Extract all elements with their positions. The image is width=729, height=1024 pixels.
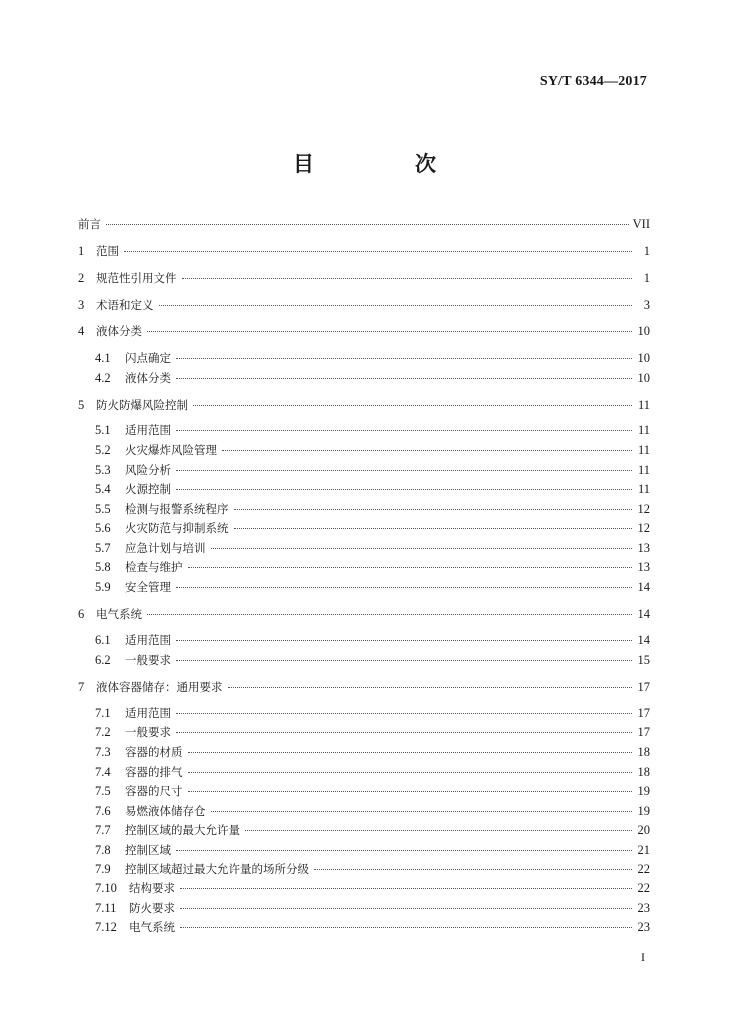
toc-entry-title: 风险分析 (125, 463, 171, 477)
toc-entry-title: 一般要求 (125, 653, 171, 667)
toc-entry-page: 10 (637, 351, 650, 365)
toc-entry-title: 结构要求 (129, 881, 175, 895)
dot-leader (188, 791, 633, 792)
toc-entry[interactable] (95, 519, 650, 537)
toc-entry-page: 11 (637, 443, 650, 457)
toc-entry-title: 前言 (78, 217, 101, 231)
toc-entry-title: 液体容器储存：通用要求 (96, 680, 223, 694)
toc-entry-number: 2 (78, 271, 85, 285)
toc-entry-number: 7.7 (95, 823, 111, 837)
dot-leader (176, 470, 632, 471)
toc-entry-page: 1 (643, 244, 650, 258)
toc-entry[interactable] (78, 678, 650, 696)
toc-entry-number: 3 (78, 298, 85, 312)
toc-entry-number: 7.3 (95, 745, 111, 759)
toc-entry[interactable] (95, 782, 650, 800)
toc-entry[interactable] (95, 480, 650, 498)
toc-entry[interactable] (95, 841, 650, 859)
toc-entry[interactable] (78, 322, 650, 340)
toc-entry[interactable] (95, 441, 650, 459)
toc-entry-page: 23 (637, 901, 650, 915)
toc-entry-title: 电气系统 (129, 920, 175, 934)
toc-entry-number: 6.1 (95, 633, 111, 647)
toc-entry[interactable] (78, 215, 650, 233)
toc-entry-number: 7 (78, 680, 85, 694)
toc-entry-page: 17 (637, 725, 650, 739)
toc-entry-page: 10 (637, 324, 650, 338)
page-number: I (641, 950, 645, 964)
toc-entry-page: 22 (637, 862, 650, 876)
toc-entry-page: 17 (637, 706, 650, 720)
dot-leader (182, 278, 633, 279)
toc-entry[interactable] (95, 763, 650, 781)
toc-entry[interactable] (95, 651, 650, 669)
toc-entry-title: 控制区域超过最大允许量的场所分级 (125, 862, 309, 876)
dot-leader (106, 224, 629, 225)
toc-entry-page: 12 (637, 502, 650, 516)
toc-entry-title: 火灾防范与抑制系统 (125, 521, 229, 535)
toc-entry-title: 防火要求 (129, 901, 175, 915)
toc-entry-page: VII (632, 217, 650, 231)
toc-entry-number: 5 (78, 398, 85, 412)
toc-entry-number: 4.1 (95, 351, 111, 365)
toc-entry[interactable] (78, 242, 650, 260)
toc-entry[interactable] (95, 918, 650, 936)
toc-entry-page: 20 (637, 823, 650, 837)
dot-leader (245, 830, 632, 831)
toc-entry-page: 17 (637, 680, 650, 694)
toc-entry-number: 7.12 (95, 920, 117, 934)
toc-entry-number: 5.5 (95, 502, 111, 516)
toc-entry[interactable] (95, 461, 650, 479)
toc-entry-title: 火灾爆炸风险管理 (125, 443, 217, 457)
dot-leader (176, 587, 632, 588)
toc-entry-title: 规范性引用文件 (96, 271, 177, 285)
page-title: 目 次 (293, 152, 476, 176)
dot-leader (222, 450, 632, 451)
dot-leader (234, 509, 633, 510)
dot-leader (188, 752, 633, 753)
toc-entry-number: 5.4 (95, 482, 111, 496)
toc-entry-page: 21 (637, 843, 650, 857)
dot-leader (180, 888, 632, 889)
toc-entry-page: 18 (637, 765, 650, 779)
toc-entry-page: 13 (637, 541, 650, 555)
dot-leader (176, 489, 632, 490)
dot-leader (180, 927, 632, 928)
dot-leader (228, 687, 633, 688)
toc-entry-title: 防火防爆风险控制 (96, 398, 188, 412)
dot-leader (314, 869, 632, 870)
toc-entry-title: 检测与报警系统程序 (125, 502, 229, 516)
dot-leader (147, 614, 632, 615)
toc-entry[interactable] (95, 879, 650, 897)
toc-entry-title: 容器的尺寸 (125, 784, 183, 798)
dot-leader (176, 660, 632, 661)
toc-entry-number: 5.7 (95, 541, 111, 555)
dot-leader (124, 251, 632, 252)
toc-entry-page: 18 (637, 745, 650, 759)
standard-code: SY/T 6344—2017 (539, 74, 647, 89)
toc-entry-title: 液体分类 (96, 324, 142, 338)
toc-entry-number: 7.6 (95, 804, 111, 818)
toc-entry-number: 5.8 (95, 560, 111, 574)
toc-entry[interactable] (95, 899, 650, 917)
toc-entry-title: 安全管理 (125, 580, 171, 594)
dot-leader (159, 305, 633, 306)
toc-entry[interactable] (95, 558, 650, 576)
dot-leader (147, 331, 632, 332)
toc-entry[interactable] (95, 349, 650, 367)
toc-entry-page: 23 (637, 920, 650, 934)
dot-leader (188, 772, 633, 773)
toc-entry-number: 1 (78, 244, 85, 258)
dot-leader (176, 732, 632, 733)
toc-entry-number: 5.6 (95, 521, 111, 535)
toc-entry[interactable] (78, 296, 650, 314)
dot-leader (176, 378, 632, 379)
toc-entry-page: 15 (637, 653, 650, 667)
toc-entry-page: 19 (637, 784, 650, 798)
toc-entry[interactable] (95, 802, 650, 820)
toc-entry[interactable] (95, 743, 650, 761)
toc-entry-title: 容器的排气 (125, 765, 183, 779)
dot-leader (211, 548, 633, 549)
toc-entry-title: 应急计划与培训 (125, 541, 206, 555)
dot-leader (188, 567, 633, 568)
toc-entry-number: 4 (78, 324, 85, 338)
dot-leader (176, 358, 632, 359)
toc-entry-title: 控制区域的最大允许量 (125, 823, 240, 837)
toc-entry-number: 7.2 (95, 725, 111, 739)
toc-entry[interactable] (95, 500, 650, 518)
toc-entry-page: 13 (637, 560, 650, 574)
toc-entry[interactable] (95, 631, 650, 649)
toc-entry[interactable] (95, 723, 650, 741)
dot-leader (176, 640, 632, 641)
toc-entry-number: 7.9 (95, 862, 111, 876)
toc-entry-page: 22 (637, 881, 650, 895)
dot-leader (176, 430, 632, 431)
toc-entry[interactable] (95, 539, 650, 557)
toc-entry-page: 11 (637, 463, 650, 477)
toc-entry[interactable] (95, 369, 650, 387)
toc-entry-title: 适用范围 (125, 706, 171, 720)
toc-entry[interactable] (95, 821, 650, 839)
toc-entry-number: 7.4 (95, 765, 111, 779)
toc-entry[interactable] (78, 269, 650, 287)
toc-entry-page: 11 (637, 398, 650, 412)
toc-entry-title: 易燃液体储存仓 (125, 804, 206, 818)
toc-entry-page: 11 (637, 482, 650, 496)
toc-entry-title: 火源控制 (125, 482, 171, 496)
toc-entry-title: 范围 (96, 244, 119, 258)
toc-entry-number: 6 (78, 607, 85, 621)
toc-entry-title: 控制区域 (125, 843, 171, 857)
dot-leader (176, 713, 632, 714)
toc-entry[interactable] (78, 396, 650, 414)
toc-entry-page: 14 (637, 580, 650, 594)
toc-entry-title: 闪点确定 (125, 351, 171, 365)
dot-leader (211, 811, 633, 812)
toc-entry-number: 7.10 (95, 881, 117, 895)
toc-entry[interactable] (95, 578, 650, 596)
toc-entry-title: 液体分类 (125, 371, 171, 385)
toc-entry[interactable] (78, 605, 650, 623)
toc-entry-page: 12 (637, 521, 650, 535)
toc-entry-number: 5.2 (95, 443, 111, 457)
dot-leader (193, 405, 632, 406)
dot-leader (180, 908, 632, 909)
toc-entry-number: 6.2 (95, 653, 111, 667)
toc-entry-page: 19 (637, 804, 650, 818)
toc-entry[interactable] (95, 421, 650, 439)
toc-entry-number: 7.8 (95, 843, 111, 857)
toc-entry-page: 10 (637, 371, 650, 385)
toc-entry-number: 7.1 (95, 706, 111, 720)
toc-entry[interactable] (95, 704, 650, 722)
toc-entry-number: 4.2 (95, 371, 111, 385)
toc-entry-page: 14 (637, 607, 650, 621)
toc-entry-number: 7.5 (95, 784, 111, 798)
toc-entry-number: 5.3 (95, 463, 111, 477)
toc-entry-title: 检查与维护 (125, 560, 183, 574)
toc-entry-page: 11 (637, 423, 650, 437)
toc-entry-number: 5.1 (95, 423, 111, 437)
toc-entry-page: 1 (643, 271, 650, 285)
toc-entry-number: 7.11 (95, 901, 117, 915)
toc-entry-title: 容器的材质 (125, 745, 183, 759)
toc-entry-page: 14 (637, 633, 650, 647)
dot-leader (176, 850, 632, 851)
toc-entry-title: 一般要求 (125, 725, 171, 739)
toc-entry-title: 电气系统 (96, 607, 142, 621)
toc-entry-page: 3 (643, 298, 650, 312)
toc-entry-title: 适用范围 (125, 423, 171, 437)
toc-entry-number: 5.9 (95, 580, 111, 594)
toc-entry-title: 适用范围 (125, 633, 171, 647)
toc-entry[interactable] (95, 860, 650, 878)
dot-leader (234, 528, 633, 529)
toc-entry-title: 术语和定义 (96, 298, 154, 312)
